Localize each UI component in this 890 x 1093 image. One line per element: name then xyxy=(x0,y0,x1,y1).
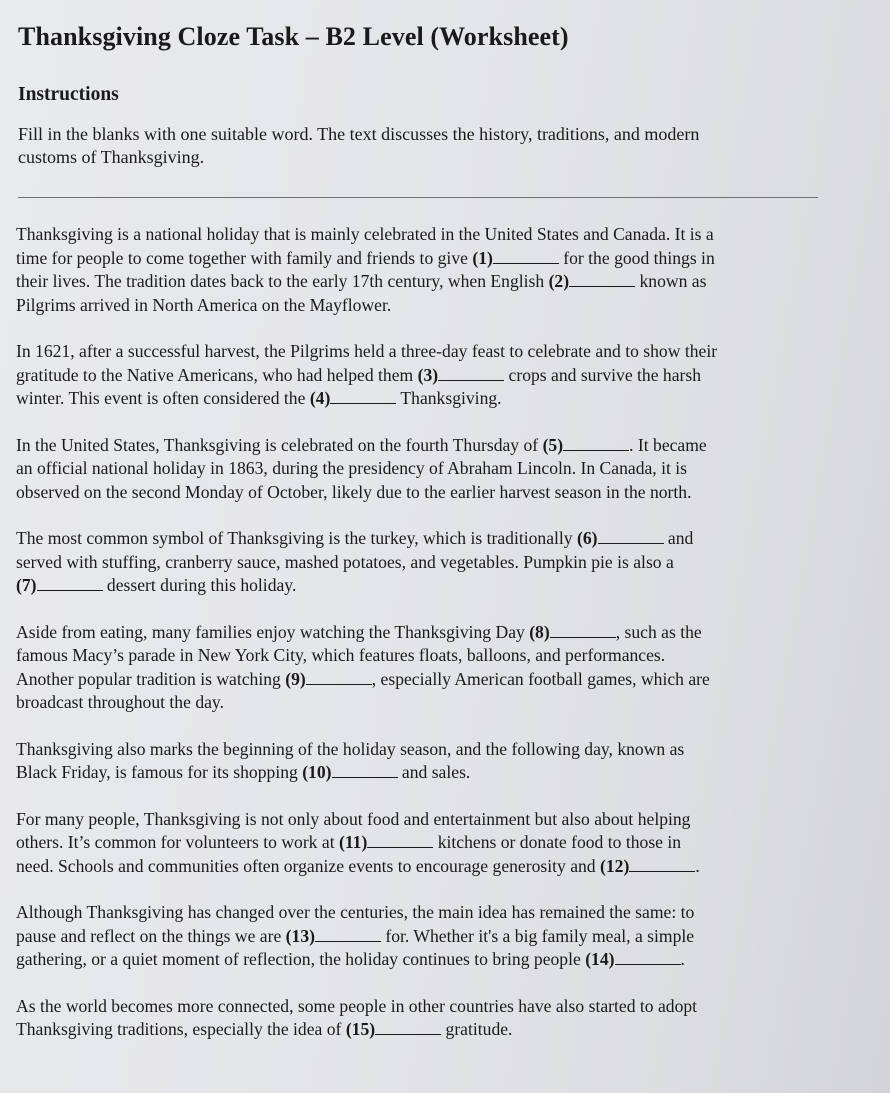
worksheet-page xyxy=(14,22,876,1065)
text-segment: In the United States, Thanksgiving is celebrated on the fourth Thursday of xyxy=(16,434,543,455)
text-segment: Although Thanksgiving has changed over the centuries, the main idea has remained the same: to xyxy=(16,902,695,922)
text-line xyxy=(16,738,826,762)
text-segment: gratitude. xyxy=(441,1019,513,1039)
answer-blank[interactable] xyxy=(569,272,635,287)
text-segment: , especially American football games, which are xyxy=(371,668,710,689)
text-segment: for the good things in xyxy=(558,247,715,268)
text-segment: gratitude to the Native Americans, who had helped them xyxy=(16,364,418,385)
text-line xyxy=(16,995,826,1019)
text-segment: As the world becomes more connected, some people in other countries have also started to adopt xyxy=(16,995,698,1016)
text-segment: need. Schools and communities often organize events to encourage generosity and xyxy=(16,855,601,876)
text-line xyxy=(16,621,826,645)
text-segment: others. It’s common for volunteers to work at xyxy=(16,832,339,852)
text-segment: Black Friday, is famous for its shopping xyxy=(16,762,303,782)
blank-number: (12) xyxy=(600,855,630,876)
answer-blank[interactable] xyxy=(438,366,504,381)
text-segment: served with stuffing, cranberry sauce, mashed potatoes, and vegetables. Pumpkin pie is also a xyxy=(16,551,674,572)
text-line xyxy=(16,364,826,388)
text-segment: , such as the xyxy=(615,621,702,642)
text-segment: for. Whether it's a big family meal, a simple xyxy=(380,925,695,946)
paragraph xyxy=(14,738,826,785)
instructions-line: Fill in the blanks with one suitable word. The text discusses the history, traditions, and modern xyxy=(18,124,700,144)
text-segment: Thanksgiving is a national holiday that is mainly celebrated in the United States and Canada. It is a xyxy=(16,224,714,244)
text-line xyxy=(16,223,826,247)
text-line xyxy=(16,457,826,481)
blank-number: (4) xyxy=(309,388,331,408)
blank-number: (2) xyxy=(548,271,570,291)
instructions-heading: Instructions xyxy=(18,84,119,105)
answer-blank[interactable] xyxy=(563,436,629,451)
text-line xyxy=(16,434,826,458)
blank-number: (13) xyxy=(285,925,315,946)
text-line xyxy=(16,1018,826,1042)
text-segment: kitchens or donate food to those in xyxy=(433,832,682,852)
text-segment: and sales. xyxy=(397,762,471,782)
instructions-line: customs of Thanksgiving. xyxy=(18,147,205,167)
text-segment: . xyxy=(695,855,700,876)
blank-number: (7) xyxy=(16,575,37,595)
text-line xyxy=(16,340,826,364)
text-segment: gathering, or a quiet moment of reflection, the holiday continues to bring people xyxy=(16,949,586,969)
text-segment: famous Macy’s parade in New York City, which features floats, balloons, and performances. xyxy=(16,645,666,665)
text-segment: winter. This event is often considered the xyxy=(16,388,310,408)
blank-number: (15) xyxy=(345,1019,376,1039)
text-segment: The most common symbol of Thanksgiving is the turkey, which is traditionally xyxy=(16,528,577,548)
text-line xyxy=(16,247,826,271)
blank-number: (1) xyxy=(472,247,493,268)
text-line xyxy=(16,574,826,598)
text-line xyxy=(16,644,826,668)
text-segment: their lives. The tradition dates back to the early 17th century, when English xyxy=(16,271,549,291)
text-segment: . xyxy=(680,949,685,969)
blank-number: (9) xyxy=(285,668,306,689)
blank-number: (5) xyxy=(542,434,564,455)
answer-blank[interactable] xyxy=(493,249,559,264)
text-segment: Thanksgiving also marks the beginning of the holiday season, and the following day, known as xyxy=(16,738,685,759)
page-title: Thanksgiving Cloze Task – B2 Level (Worksheet) xyxy=(18,22,569,51)
text-segment: an official national holiday in 1863, during the presidency of Abraham Lincoln. In Canada, it is xyxy=(16,458,688,478)
answer-blank[interactable] xyxy=(332,763,398,778)
paragraph xyxy=(14,434,826,505)
blank-number: (11) xyxy=(338,832,368,852)
answer-blank[interactable] xyxy=(629,857,695,872)
text-line xyxy=(16,948,826,972)
answer-blank[interactable] xyxy=(367,833,433,848)
text-line xyxy=(16,270,826,294)
answer-blank[interactable] xyxy=(306,670,372,685)
text-line xyxy=(16,855,826,879)
divider xyxy=(18,197,818,198)
blank-number: (14) xyxy=(585,949,615,969)
blank-number: (6) xyxy=(576,528,598,548)
text-segment: pause and reflect on the things we are xyxy=(16,925,286,946)
paragraph xyxy=(14,223,826,317)
instructions-text xyxy=(18,123,818,169)
blank-number: (3) xyxy=(417,364,439,385)
text-segment: In 1621, after a successful harvest, the Pilgrims held a three-day feast to celebrate and to show their xyxy=(16,341,718,361)
text-segment: For many people, Thanksgiving is not only about food and entertainment but also about helping xyxy=(16,808,691,829)
text-segment: . It became xyxy=(629,434,707,455)
answer-blank[interactable] xyxy=(37,576,103,591)
blank-number: (10) xyxy=(302,762,332,782)
text-line xyxy=(16,668,826,692)
cloze-passage xyxy=(14,223,876,1042)
text-line xyxy=(16,691,826,715)
text-segment: known as xyxy=(635,271,707,291)
answer-blank[interactable] xyxy=(598,529,664,544)
text-segment: Another popular tradition is watching xyxy=(16,668,286,689)
answer-blank[interactable] xyxy=(375,1020,441,1035)
text-line xyxy=(16,527,826,551)
text-segment: Thanksgiving. xyxy=(396,388,502,408)
text-segment: observed on the second Monday of October, likely due to the earlier harvest season in the north. xyxy=(16,481,692,502)
answer-blank[interactable] xyxy=(330,389,396,404)
text-line xyxy=(16,925,826,949)
text-segment: dessert during this holiday. xyxy=(102,575,297,595)
paragraph xyxy=(14,808,826,879)
text-segment: broadcast throughout the day. xyxy=(16,692,224,712)
blank-number: (8) xyxy=(529,621,550,642)
text-segment: Pilgrims arrived in North America on the Mayflower. xyxy=(16,294,392,315)
text-segment: Thanksgiving traditions, especially the idea of xyxy=(16,1019,346,1039)
answer-blank[interactable] xyxy=(550,623,616,638)
text-segment: time for people to come together with family and friends to give xyxy=(16,247,473,268)
paragraph xyxy=(14,621,826,715)
text-segment: Aside from eating, many families enjoy watching the Thanksgiving Day xyxy=(16,621,530,642)
text-line xyxy=(16,294,826,318)
text-line xyxy=(16,761,826,785)
paragraph xyxy=(14,995,826,1042)
text-segment: crops and survive the harsh xyxy=(504,364,702,385)
answer-blank[interactable] xyxy=(315,927,381,942)
paragraph xyxy=(14,901,826,972)
text-line xyxy=(16,481,826,505)
text-line xyxy=(16,551,826,575)
paragraph xyxy=(14,340,826,411)
paragraph xyxy=(14,527,826,598)
text-line xyxy=(16,808,826,832)
text-line xyxy=(16,387,826,411)
text-line xyxy=(16,831,826,855)
text-line xyxy=(16,901,826,925)
answer-blank[interactable] xyxy=(615,950,681,965)
text-segment: and xyxy=(663,528,694,548)
